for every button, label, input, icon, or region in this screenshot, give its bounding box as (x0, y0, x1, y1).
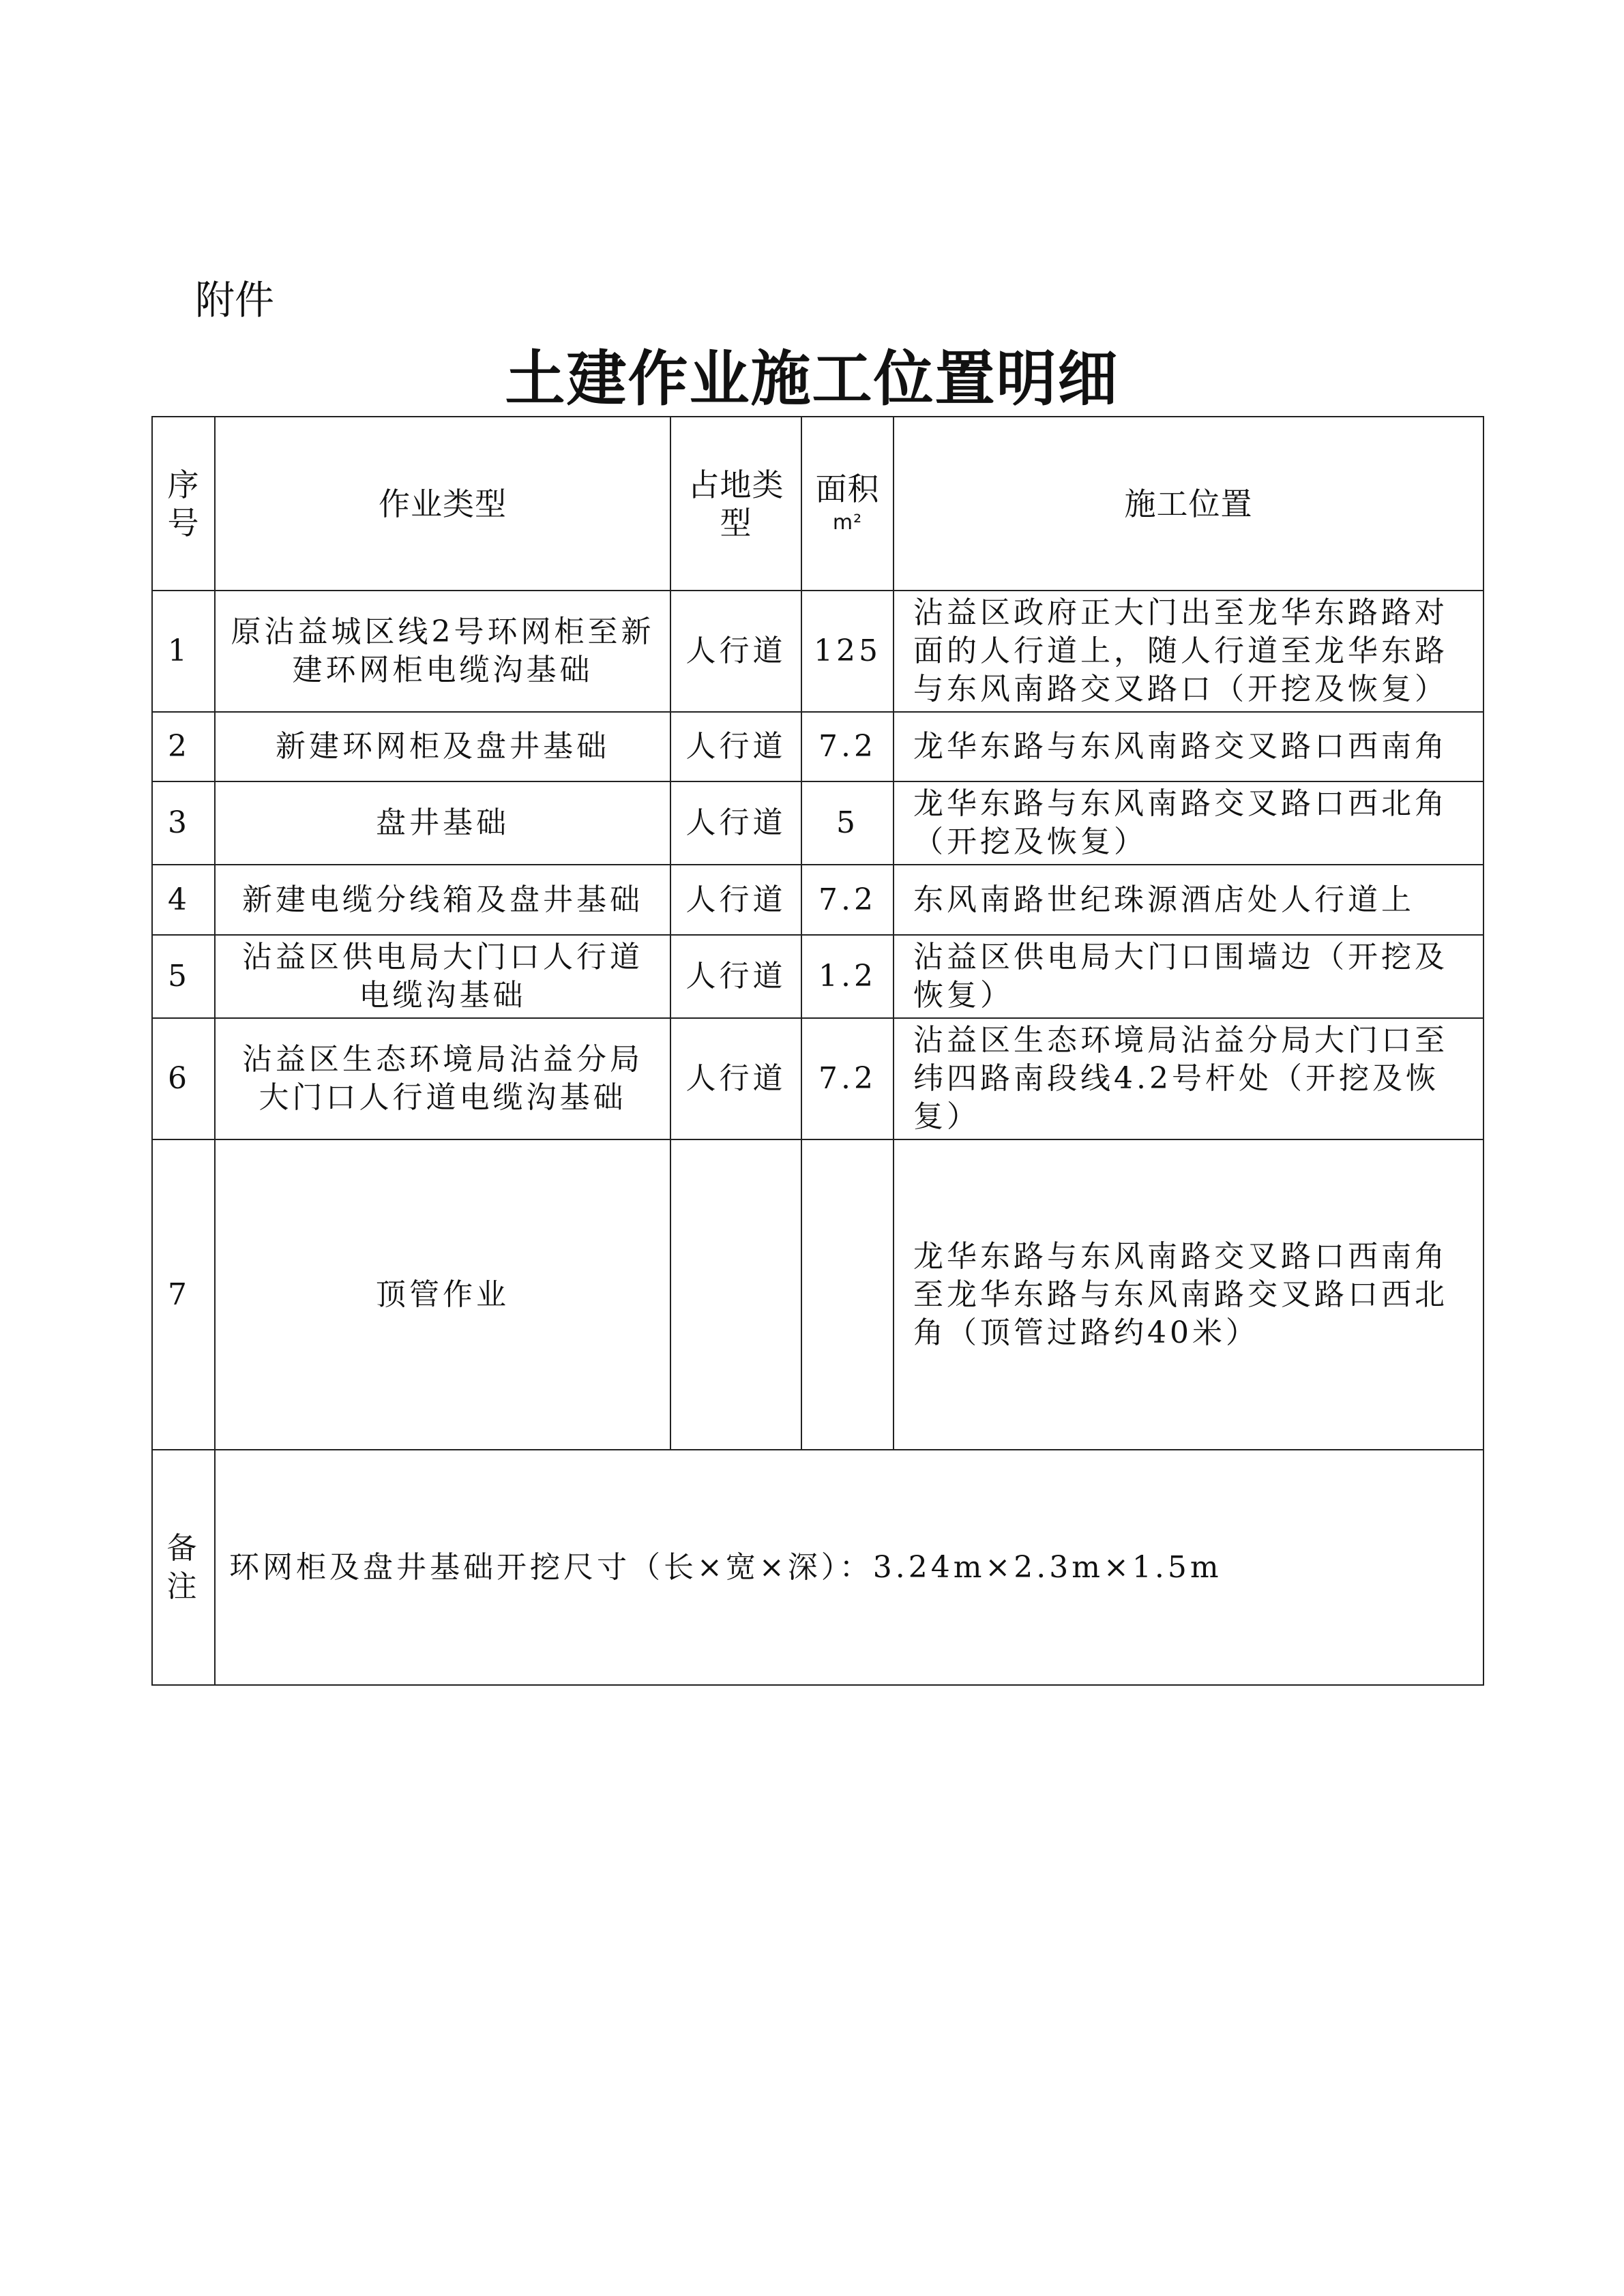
cell-index: 3 (152, 781, 215, 865)
cell-work-type: 新建环网柜及盘井基础 (215, 712, 670, 781)
cell-location: 龙华东路与东风南路交叉路口西南角至龙华东路与东风南路交叉路口西北角（顶管过路约40米） (894, 1139, 1483, 1450)
table-header-row (152, 417, 1483, 591)
cell-land-type (670, 1139, 801, 1450)
header-land-type: 占地类型 (670, 417, 801, 591)
cell-location: 龙华东路与东风南路交叉路口西南角 (894, 712, 1483, 781)
cell-work-type: 沾益区生态环境局沾益分局大门口人行道电缆沟基础 (215, 1018, 670, 1139)
cell-work-type: 新建电缆分线箱及盘井基础 (215, 865, 670, 935)
cell-index: 6 (152, 1018, 215, 1139)
cell-land-type: 人行道 (670, 1018, 801, 1139)
header-area (801, 417, 894, 591)
cell-work-type: 盘井基础 (215, 781, 670, 865)
cell-location: 沾益区政府正大门出至龙华东路路对面的人行道上，随人行道至龙华东路与东风南路交叉路口（开挖及恢复） (894, 591, 1483, 712)
cell-land-type: 人行道 (670, 935, 801, 1018)
cell-location: 龙华东路与东风南路交叉路口西北角（开挖及恢复） (894, 781, 1483, 865)
cell-index: 1 (152, 591, 215, 712)
header-area-unit: m² (832, 510, 863, 535)
table-row (152, 865, 1483, 935)
document-title: 土建作业施工位置明细 (505, 343, 1119, 414)
cell-area: 5 (801, 781, 894, 865)
cell-area: 1.2 (801, 935, 894, 1018)
table-row (152, 935, 1483, 1018)
cell-location: 东风南路世纪珠源酒店处人行道上 (894, 865, 1483, 935)
cell-location: 沾益区供电局大门口围墙边（开挖及恢复） (894, 935, 1483, 1018)
cell-area: 7.2 (801, 1018, 894, 1139)
construction-detail-table (151, 416, 1484, 1686)
header-index: 序号 (152, 417, 215, 591)
note-label: 备注 (152, 1450, 215, 1685)
table-row (152, 1139, 1483, 1450)
header-location: 施工位置 (894, 417, 1483, 591)
cell-area (801, 1139, 894, 1450)
cell-area: 7.2 (801, 712, 894, 781)
cell-location: 沾益区生态环境局沾益分局大门口至纬四路南段线4.2号杆处（开挖及恢复） (894, 1018, 1483, 1139)
table-row (152, 781, 1483, 865)
cell-index: 4 (152, 865, 215, 935)
header-work-type: 作业类型 (215, 417, 670, 591)
note-text: 环网柜及盘井基础开挖尺寸（长×宽×深）：3.24m×2.3m×1.5m (215, 1450, 1483, 1685)
cell-work-type: 沾益区供电局大门口人行道电缆沟基础 (215, 935, 670, 1018)
cell-area: 7.2 (801, 865, 894, 935)
cell-land-type: 人行道 (670, 712, 801, 781)
cell-land-type: 人行道 (670, 591, 801, 712)
cell-area: 125 (801, 591, 894, 712)
cell-land-type: 人行道 (670, 781, 801, 865)
cell-work-type: 原沾益城区线2号环网柜至新建环网柜电缆沟基础 (215, 591, 670, 712)
note-row (152, 1450, 1483, 1685)
header-area-label: 面积 (815, 470, 880, 507)
table-row (152, 1018, 1483, 1139)
cell-index: 7 (152, 1139, 215, 1450)
cell-index: 2 (152, 712, 215, 781)
table-row (152, 591, 1483, 712)
cell-work-type: 顶管作业 (215, 1139, 670, 1450)
attachment-label: 附件 (195, 277, 275, 323)
cell-index: 5 (152, 935, 215, 1018)
cell-land-type: 人行道 (670, 865, 801, 935)
table-row (152, 712, 1483, 781)
